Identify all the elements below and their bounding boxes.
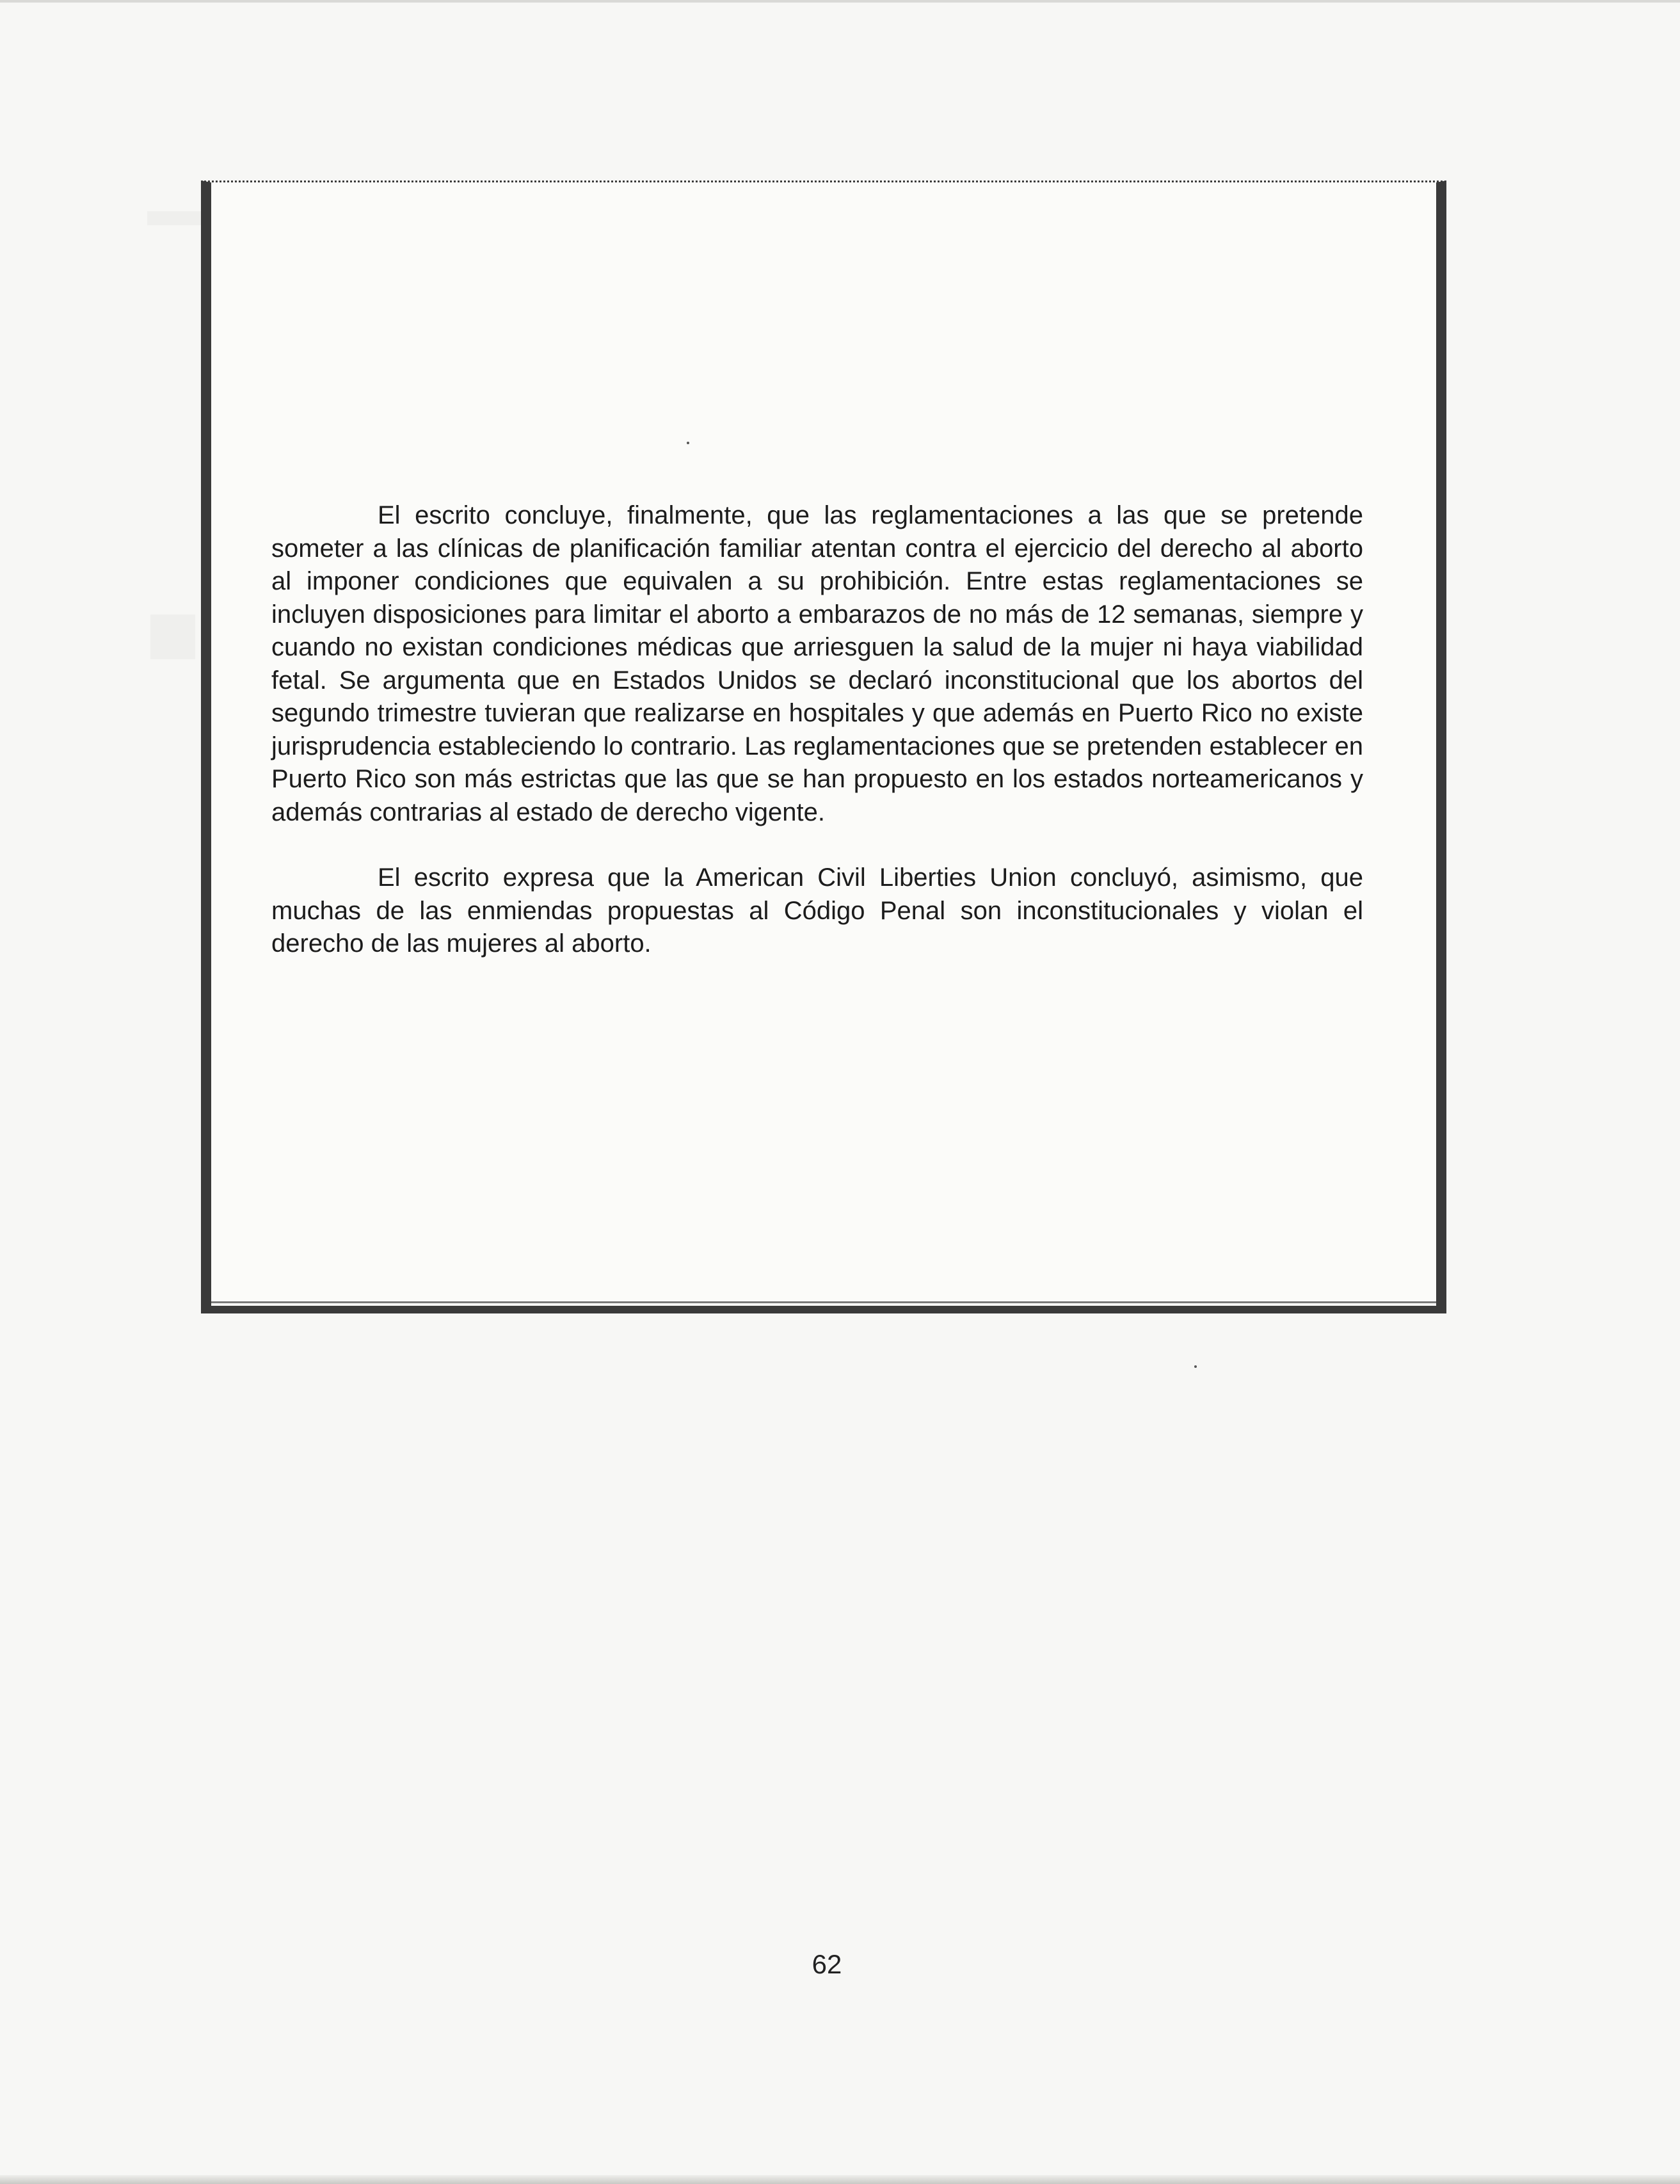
scan-speck [687, 442, 689, 444]
page-top-edge [0, 0, 1680, 3]
page-number: 62 [812, 1949, 842, 1979]
scan-speck [1194, 1365, 1197, 1368]
body-text [271, 499, 1363, 961]
frame-bottom-rule [211, 1301, 1436, 1303]
show-through-mark [150, 614, 195, 659]
page-bottom-edge [0, 2175, 1680, 2184]
paragraph-2: El escrito expresa que la American Civil Liberties Union concluyó, asimismo, que muchas de las enmiendas propuestas al Código Penal son inconstitucionales y violan el derecho de las mujeres al aborto. [271, 863, 1363, 958]
paragraph-1: El escrito concluye, finalmente, que las reglamentaciones a las que se pretende someter a las clínicas de planificación familiar atentan contra el ejercicio del derecho al aborto al imponer condiciones que equivalen a su prohibición. Entre estas reglamentaciones se incluyen disposiciones para limitar el aborto a embarazos de no más de 12 semanas, siempre y cuando no existan condiciones médicas que arriesguen la salud de la mujer ni haya viabilidad fetal. Se argumenta que en Estados Unidos se declaró inconstitucional que los abortos del segundo trimestre tuvieran que realizarse en hospitales y que además en Puerto Rico no existe jurisprudencia estableciendo lo contrario. Las reglamentaciones que se pretenden establecer en Puerto Rico son más estrictas que las que se han propuesto en los estados norteamericanos y además contrarias al estado de derecho vigente. [271, 501, 1363, 826]
